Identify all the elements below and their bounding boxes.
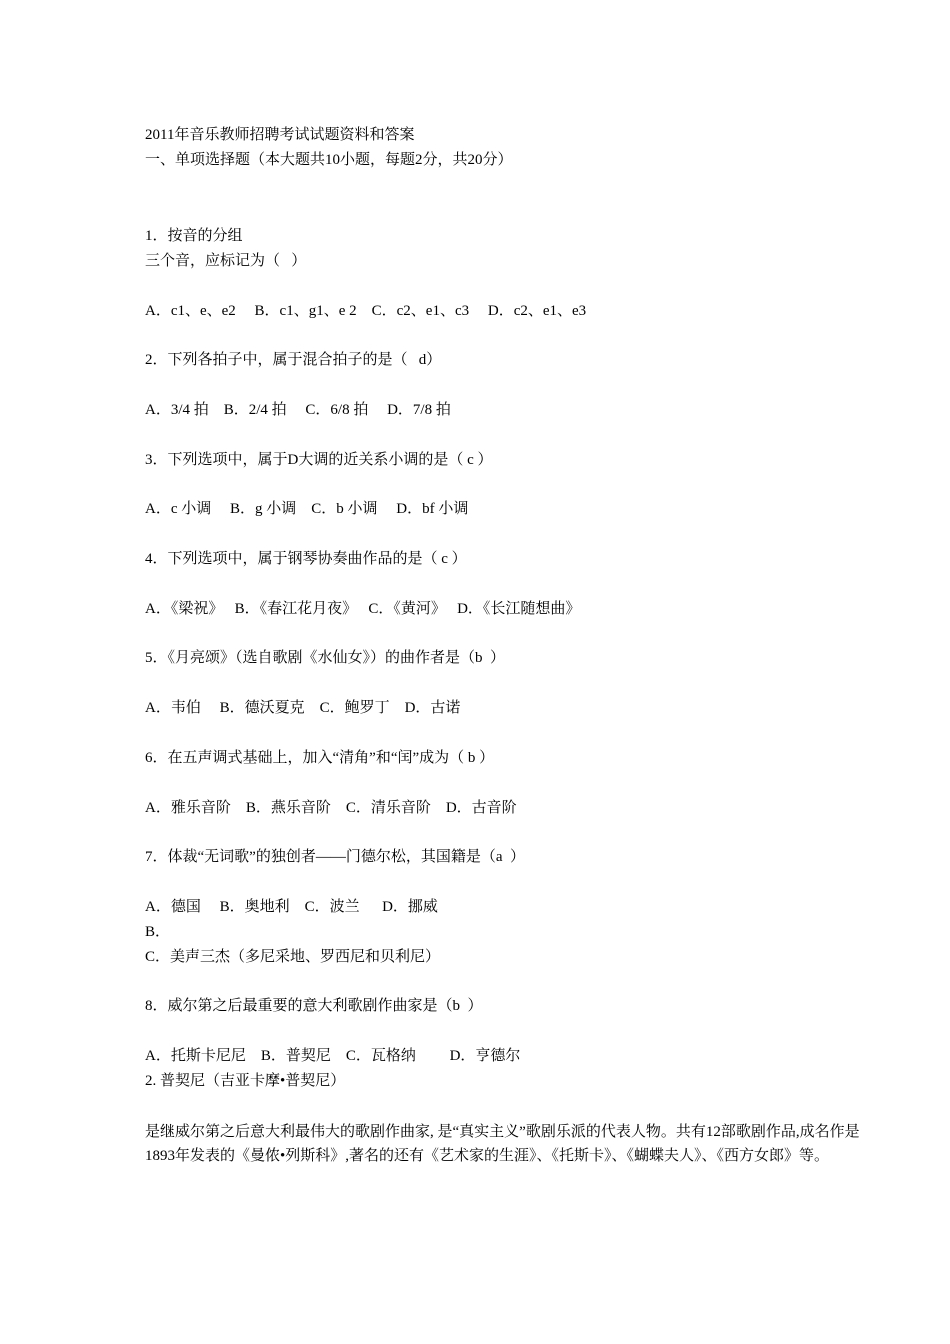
question-1-line-2: 三个音，应标记为（ ）: [145, 253, 307, 269]
question-7-extra-2: C．美声三杰（多尼采地、罗西尼和贝利尼）: [145, 949, 441, 965]
question-8-options: A．托斯卡尼尼 B．普契尼 C．瓦格纳 D．亨德尔: [145, 1048, 521, 1064]
question-6-line-1: 6．在五声调式基础上，加入“清角”和“闰”成为（ b ）: [145, 750, 495, 766]
question-7-extra-1: B．: [145, 924, 171, 940]
section-heading: 一、单项选择题（本大题共10小题，每题2分，共20分）: [145, 152, 513, 168]
question-8-line-1: 8．威尔第之后最重要的意大利歌剧作曲家是（b ）: [145, 998, 483, 1014]
question-7-line-1: 7．体裁“无词歌”的独创者——门德尔松，其国籍是（a ）: [145, 849, 525, 865]
question-1-line-1: 1．按音的分组: [145, 228, 243, 244]
question-4-line-1: 4．下列选项中，属于钢琴协奏曲作品的是（ c ）: [145, 551, 467, 567]
closing-paragraph: 是继威尔第之后意大利最伟大的歌剧作曲家, 是“真实主义”歌剧乐派的代表人物。共有12部歌剧作品,成名作是1893年发表的《曼侬•列斯科》,著名的还有《艺术家的生涯》、《托斯卡》、《蝴蝶夫人》、《西方女郎》等。: [145, 1124, 860, 1164]
question-1-options: A．c1、e、e2 B．c1、g1、e 2 C．c2、e1、c3 D．c2、e1、e3: [145, 303, 587, 319]
question-2-line-1: 2．下列各拍子中，属于混合拍子的是（ d）: [145, 352, 442, 368]
question-2-options: A．3/4 拍 B．2/4 拍 C．6/8 拍 D．7/8 拍: [145, 402, 451, 418]
question-5-options: A．韦伯 B．德沃夏克 C．鲍罗丁 D．古诺: [145, 700, 461, 716]
question-4-options: A．《梁祝》 B．《春江花月夜》 C．《黄河》 D．《长江随想曲》: [145, 601, 581, 617]
question-3-options: A．c 小调 B．g 小调 C．b 小调 D．bf 小调: [145, 501, 469, 517]
document-title: 2011年音乐教师招聘考试试题资料和答案: [145, 127, 415, 143]
question-8-extra-1: 2. 普契尼（吉亚卡摩•普契尼）: [145, 1073, 346, 1089]
question-7-options: A．德国 B．奥地利 C．波兰 D．挪威: [145, 899, 438, 915]
question-6-options: A．雅乐音阶 B．燕乐音阶 C．清乐音阶 D．古音阶: [145, 800, 517, 816]
question-3-line-1: 3．下列选项中，属于D大调的近关系小调的是（ c ）: [145, 452, 493, 468]
question-5-line-1: 5．《月亮颂》（选自歌剧《水仙女》）的曲作者是（b ）: [145, 650, 506, 666]
